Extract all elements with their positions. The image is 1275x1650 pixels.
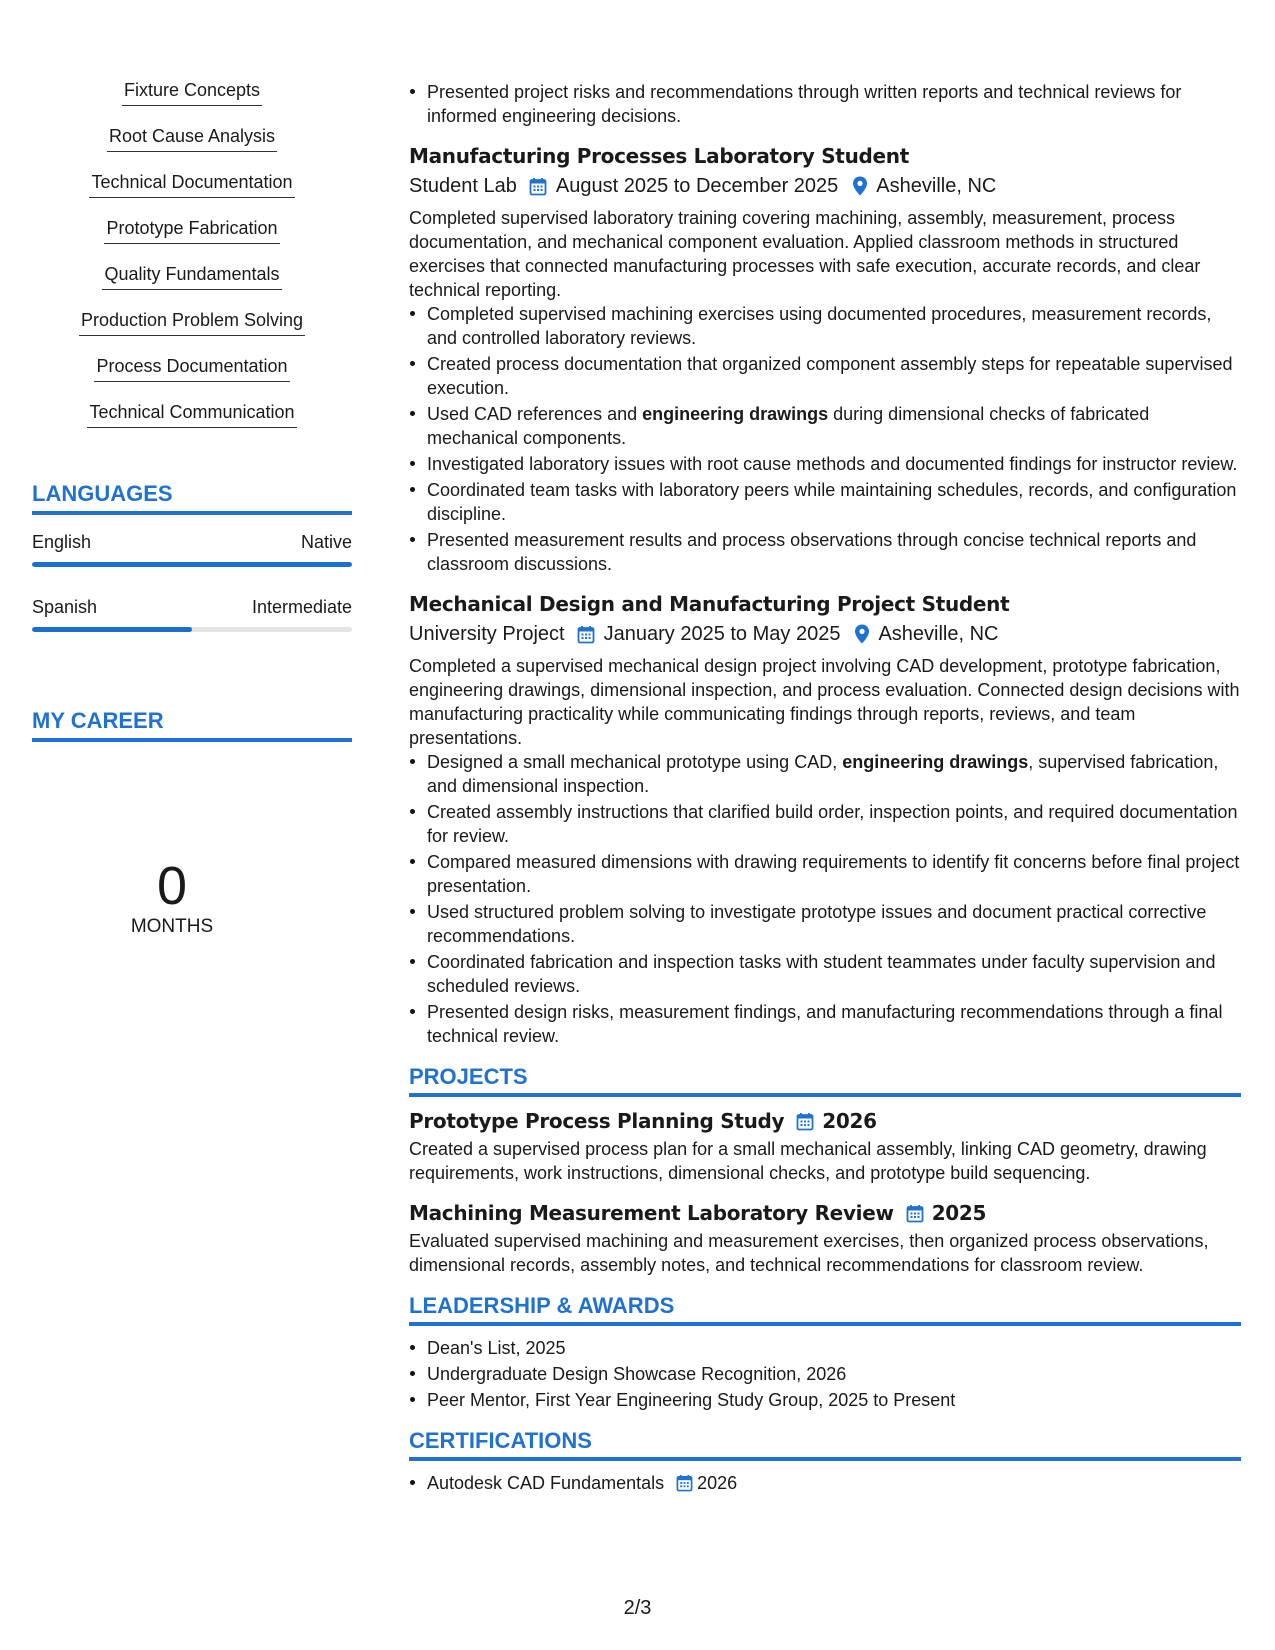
job-title: Manufacturing Processes Laboratory Student <box>409 144 909 168</box>
job-bullets <box>409 302 1241 576</box>
map-pin-icon <box>852 176 868 196</box>
certification-name: Autodesk CAD Fundamentals <box>427 1473 665 1493</box>
skills-list <box>32 78 352 446</box>
location: Asheville, NC <box>876 175 997 197</box>
list-item: Presented measurement results and process observations through concise technical reports and classroom discussions. <box>409 528 1241 576</box>
projects-heading: PROJECTS <box>409 1064 1241 1097</box>
language-level-bar <box>32 627 352 632</box>
language-level-bar <box>32 562 352 567</box>
certification-year: 2026 <box>697 1473 738 1493</box>
skill-tag: Quality Fundamentals <box>102 262 281 290</box>
organization: University Project <box>409 623 565 645</box>
calendar-icon <box>796 1112 814 1131</box>
list-item: Created assembly instructions that clarified build order, inspection points, and required documentation for review. <box>409 800 1241 848</box>
list-item: Used structured problem solving to investigate prototype issues and document practical corrective recommendations. <box>409 900 1241 948</box>
project-description: Created a supervised process plan for a small mechanical assembly, linking CAD geometry, drawing requirements, work instructions, dimensional checks, and prototype build sequencing. <box>409 1139 1207 1183</box>
career-heading: MY CAREER <box>32 708 352 742</box>
job-title: Mechanical Design and Manufacturing Project Student <box>409 592 1010 616</box>
project-name: Machining Measurement Laboratory Review <box>409 1201 894 1225</box>
date-range: August 2025 to December 2025 <box>555 175 839 197</box>
list-item: Presented design risks, measurement findings, and manufacturing recommendations through a final technical review. <box>409 1000 1241 1048</box>
list-item: Dean's List, 2025 <box>409 1336 1241 1360</box>
calendar-icon <box>529 177 547 196</box>
job-meta <box>409 620 1241 648</box>
page-indicator: 2/3 <box>623 1597 652 1619</box>
project-entry <box>409 1107 1241 1185</box>
job-meta <box>409 172 1241 200</box>
list-item: Investigated laboratory issues with root cause methods and documented findings for instructor review. <box>409 452 1241 476</box>
skill-tag: Prototype Fabrication <box>104 216 279 244</box>
project-description: Evaluated supervised machining and measurement exercises, then organized process observations, dimensional records, assembly notes, and technical recommendations for classroom review. <box>409 1231 1209 1275</box>
organization: Student Lab <box>409 175 517 197</box>
language-level-fill <box>32 627 192 632</box>
languages-heading: LANGUAGES <box>32 481 352 515</box>
experience-entry <box>409 590 1241 1048</box>
list-item: Peer Mentor, First Year Engineering Study Group, 2025 to Present <box>409 1388 1241 1412</box>
language-name: English <box>32 532 92 552</box>
career-duration-value: 0 <box>156 856 188 916</box>
list-item: Undergraduate Design Showcase Recognition, 2026 <box>409 1362 1241 1386</box>
job-summary: Completed a supervised mechanical design project involving CAD development, prototype fabrication, engineering drawings, dimensional inspection, and process evaluation. Connected design decisions with manufacturing practicality while communicating findings through reports, reviews, and team presentations. <box>409 656 1240 748</box>
list-item: Coordinated fabrication and inspection tasks with student teammates under faculty supervision and scheduled reviews. <box>409 950 1241 998</box>
calendar-icon <box>676 1474 693 1492</box>
career-duration-unit: MONTHS <box>130 916 214 937</box>
list-item: Presented project risks and recommendations through written reports and technical reviews for informed engineering decisions. <box>409 80 1241 128</box>
location: Asheville, NC <box>878 623 999 645</box>
skill-tag: Technical Communication <box>87 400 296 428</box>
list-item: Completed supervised machining exercises using documented procedures, measurement records, and controlled laboratory reviews. <box>409 302 1241 350</box>
sidebar <box>32 78 352 939</box>
skill-tag: Technical Documentation <box>89 170 294 198</box>
project-year: 2026 <box>822 1109 877 1133</box>
certifications-list <box>409 1471 1241 1495</box>
list-item: Compared measured dimensions with drawing requirements to identify fit concerns before final project presentation. <box>409 850 1241 898</box>
job-summary: Completed supervised laboratory training covering machining, assembly, measurement, process documentation, and mechanical component evaluation. Applied classroom methods in structured exercises that connected manufacturing processes with safe execution, accurate records, and clear technical reporting. <box>409 208 1201 300</box>
awards-list <box>409 1336 1241 1412</box>
language-level: Intermediate <box>251 597 352 617</box>
language-item <box>32 531 352 567</box>
project-header <box>409 1199 1241 1227</box>
skill-tag: Fixture Concepts <box>122 78 262 106</box>
language-level-fill <box>32 562 352 567</box>
carryover-bullets <box>409 80 1241 128</box>
language-name: Spanish <box>32 597 98 617</box>
certifications-heading: CERTIFICATIONS <box>409 1428 1241 1461</box>
list-item: Used CAD references and engineering drawings during dimensional checks of fabricated mechanical components. <box>409 402 1241 450</box>
experience-entry <box>409 142 1241 576</box>
career-duration <box>32 858 312 939</box>
project-year: 2025 <box>931 1201 987 1225</box>
calendar-icon <box>906 1204 924 1223</box>
list-item: Coordinated team tasks with laboratory peers while maintaining schedules, records, and configuration discipline. <box>409 478 1241 526</box>
project-entry <box>409 1199 1241 1277</box>
project-header <box>409 1107 1241 1135</box>
skill-tag: Production Problem Solving <box>79 308 305 336</box>
skill-tag: Process Documentation <box>94 354 289 382</box>
project-name: Prototype Process Planning Study <box>409 1109 785 1133</box>
date-range: January 2025 to May 2025 <box>603 623 841 645</box>
list-item: Designed a small mechanical prototype using CAD, engineering drawings, supervised fabrication, and dimensional inspection. <box>409 750 1241 798</box>
list-item <box>409 1471 1241 1495</box>
calendar-icon <box>577 625 595 644</box>
skill-tag: Root Cause Analysis <box>107 124 277 152</box>
job-bullets <box>409 750 1241 1048</box>
awards-heading: LEADERSHIP & AWARDS <box>409 1293 1241 1326</box>
list-item: Created process documentation that organized component assembly steps for repeatable supervised execution. <box>409 352 1241 400</box>
language-item <box>32 596 352 632</box>
main-content <box>409 80 1241 1497</box>
map-pin-icon <box>854 624 870 644</box>
language-level: Native <box>300 532 352 552</box>
